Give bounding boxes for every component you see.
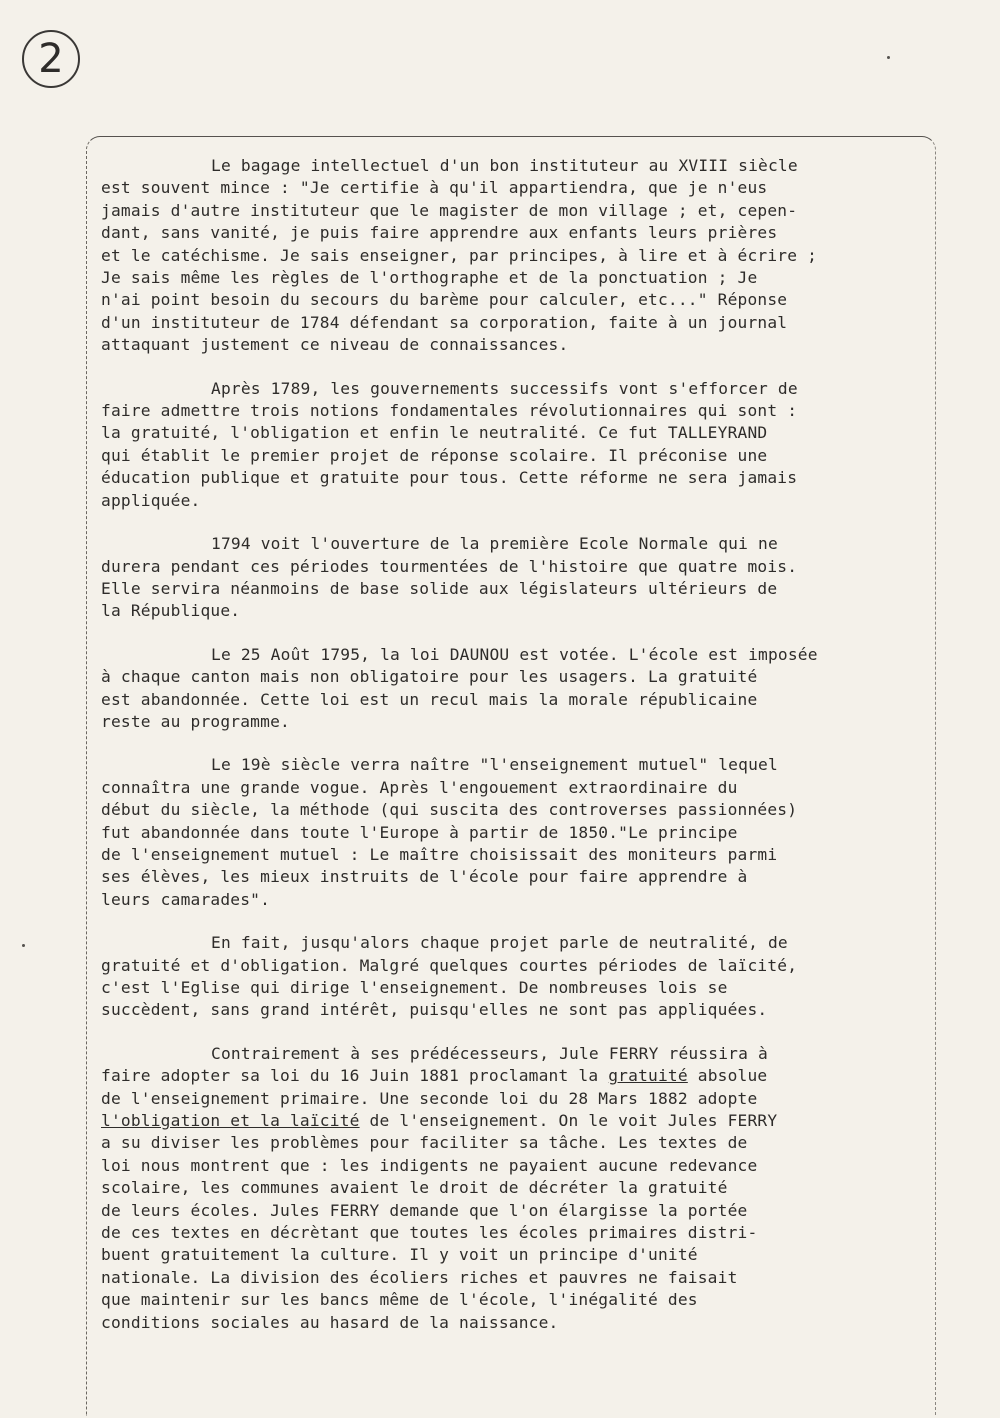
text-line: éducation publique et gratuite pour tous. Cette réforme ne sera jamais	[101, 468, 798, 488]
text-line: c'est l'Eglise qui dirige l'enseignement. De nombreuses lois se	[101, 978, 728, 997]
text-line: fut abandonnée dans toute l'Europe à partir de 1850."Le principe	[101, 822, 738, 842]
text-line: loi nous montrent que : les indigents ne payaient aucune redevance	[101, 1155, 758, 1175]
text-line: Après 1789, les gouvernements successifs vont s'efforcer de	[211, 378, 798, 398]
text-line: faire admettre trois notions fondamentales révolutionnaires qui sont :	[101, 401, 798, 421]
text-line: de l'enseignement primaire. Une seconde loi du 28 Mars 1882 adopte	[101, 1088, 758, 1108]
paragraph	[101, 1043, 901, 1334]
text-line: 1794 voit l'ouverture de la première Ecole Normale qui ne	[211, 534, 778, 554]
text-line: est souvent mince : "Je certifie à qu'il appartiendra, que je n'eus	[101, 178, 768, 198]
text-line: début du siècle, la méthode (qui suscita des controverses passionnées)	[101, 800, 798, 820]
text-line: Je sais même les règles de l'orthographe et de la ponctuation ; Je	[101, 268, 758, 288]
text-line: En fait, jusqu'alors chaque projet parle de neutralité, de	[211, 933, 788, 953]
text-line: nationale. La division des écoliers riches et pauvres ne faisait	[101, 1267, 738, 1287]
text-line: qui établit le premier projet de réponse scolaire. Il préconise une	[101, 445, 768, 465]
text-line: la gratuité, l'obligation et enfin le neutralité. Ce fut TALLEYRAND	[101, 423, 768, 443]
stray-mark	[22, 944, 25, 947]
text-line: est abandonnée. Cette loi est un recul mais la morale républicaine	[101, 689, 758, 709]
document-body	[101, 155, 901, 1355]
text-line: connaîtra une grande vogue. Après l'engouement extraordinaire du	[101, 777, 738, 797]
underlined-phrase: l'obligation et la laïcité	[101, 1111, 360, 1131]
text-line: faire adopter sa loi du 16 Juin 1881 proclamant la gratuité absolue	[101, 1066, 768, 1086]
text-line: Le 19è siècle verra naître "l'enseignement mutuel" lequel	[211, 755, 778, 775]
text-line: appliquée.	[101, 490, 201, 510]
text-line: que maintenir sur les bancs même de l'école, l'inégalité des	[101, 1290, 698, 1310]
text-line: buent gratuitement la culture. Il y voit un principe d'unité	[101, 1245, 698, 1265]
text-line: Le 25 Août 1795, la loi DAUNOU est votée. L'école est imposée	[211, 644, 818, 664]
text-line: reste au programme.	[101, 711, 290, 731]
paragraph	[101, 644, 901, 734]
paragraph	[101, 378, 901, 512]
page-number: 2	[22, 30, 80, 88]
text-line: et le catéchisme. Je sais enseigner, par principes, à lire et à écrire ;	[101, 245, 818, 265]
paragraph	[101, 155, 901, 357]
text-line: Contrairement à ses prédécesseurs, Jule FERRY réussira à	[211, 1043, 768, 1063]
text-line: attaquant justement ce niveau de connaissances.	[101, 335, 569, 355]
underlined-phrase: gratuité	[608, 1066, 688, 1086]
text-line: la République.	[101, 601, 241, 621]
text-line: succèdent, sans grand intérêt, puisqu'elles ne sont pas appliquées.	[101, 1000, 768, 1020]
paragraph	[101, 754, 901, 911]
text-line: durera pendant ces périodes tourmentées de l'histoire que quatre mois.	[101, 556, 798, 576]
text-line: n'ai point besoin du secours du barème pour calculer, etc..." Réponse	[101, 290, 788, 310]
text-line: scolaire, les communes avaient le droit de décréter la gratuité	[101, 1178, 728, 1198]
text-line: gratuité et d'obligation. Malgré quelques courtes périodes de laïcité,	[101, 955, 798, 975]
text-line: Elle servira néanmoins de base solide aux législateurs ultérieurs de	[101, 578, 778, 598]
text-line: conditions sociales au hasard de la naissance.	[101, 1312, 559, 1332]
text-line: à chaque canton mais non obligatoire pour les usagers. La gratuité	[101, 667, 758, 687]
text-line: dant, sans vanité, je puis faire apprendre aux enfants leurs prières	[101, 223, 778, 243]
text-line: d'un instituteur de 1784 défendant sa corporation, faite à un journal	[101, 312, 788, 332]
text-line: Le bagage intellectuel d'un bon instituteur au XVIII siècle	[211, 156, 798, 175]
text-line: jamais d'autre instituteur que le magister de mon village ; et, cepen-	[101, 200, 798, 220]
text-line: de leurs écoles. Jules FERRY demande que l'on élargisse la portée	[101, 1200, 748, 1220]
paragraph	[101, 533, 901, 623]
text-line: leurs camarades".	[101, 889, 271, 909]
paragraph	[101, 932, 901, 1022]
text-line: a su diviser les problèmes pour faciliter sa tâche. Les textes de	[101, 1133, 748, 1153]
text-line: ses élèves, les mieux instruits de l'école pour faire apprendre à	[101, 867, 748, 887]
text-line: l'obligation et la laïcité de l'enseignement. On le voit Jules FERRY	[101, 1111, 778, 1131]
text-line: de ces textes en décrètant que toutes les écoles primaires distri-	[101, 1223, 758, 1243]
stray-mark	[887, 56, 890, 59]
text-line: de l'enseignement mutuel : Le maître choisissait des moniteurs parmi	[101, 844, 778, 864]
